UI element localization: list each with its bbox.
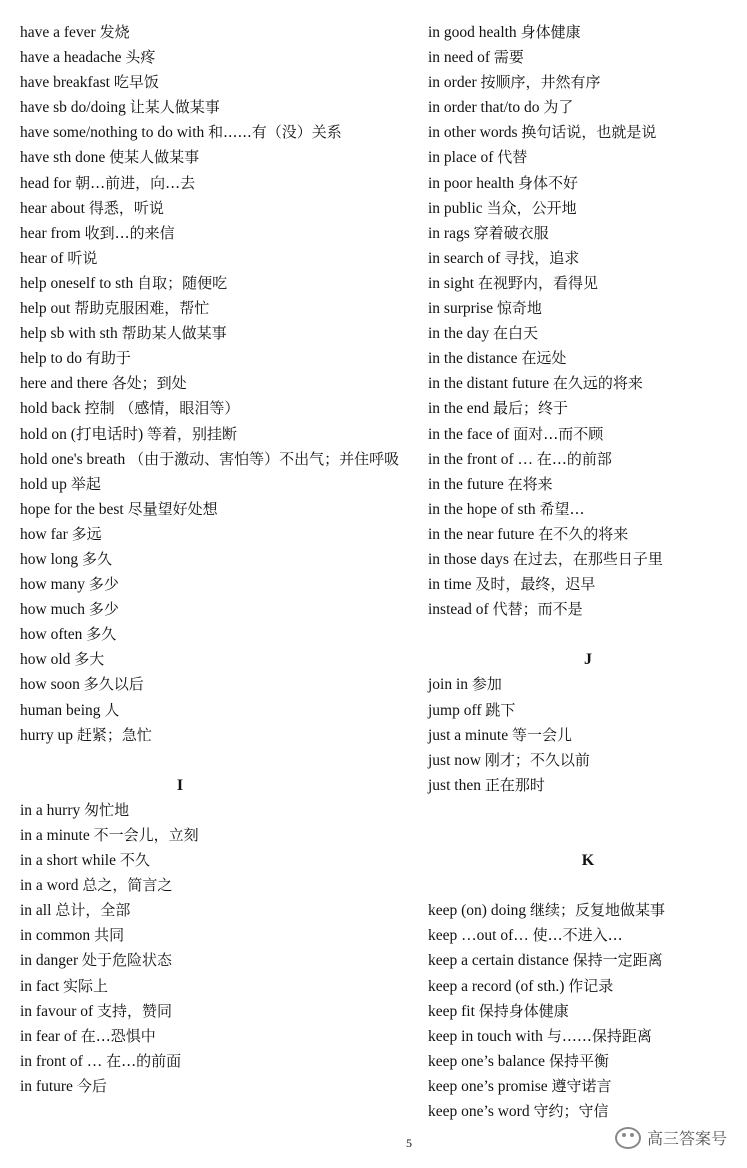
- phrase-chinese: 遵守诺言: [551, 1076, 612, 1095]
- phrase-english: in fear of: [20, 1027, 77, 1045]
- phrase-english: have sb do/doing: [20, 99, 126, 117]
- phrase-entry: [20, 572, 340, 597]
- phrase-list-i: [20, 798, 340, 1099]
- phrase-chinese: 等一会儿: [511, 725, 572, 744]
- phrase-english: have a headache: [20, 49, 122, 67]
- phrase-chinese: 穿着破衣服: [473, 223, 549, 242]
- phrase-english: in other words: [428, 124, 518, 142]
- section-heading-j: J: [584, 651, 592, 669]
- phrase-list-j: [428, 672, 747, 797]
- phrase-english: hurry up: [20, 726, 73, 744]
- phrase-chinese: 吃早饭: [113, 73, 159, 92]
- phrase-english: in the end: [428, 400, 490, 418]
- phrase-entry: [428, 145, 747, 170]
- phrase-english: in rags: [428, 224, 470, 242]
- phrase-english: here and there: [20, 375, 108, 393]
- phrase-chinese: 多少: [88, 600, 119, 619]
- phrase-chinese: 代替；而不是: [492, 600, 583, 619]
- phrase-chinese: 尽量望好处想: [127, 499, 218, 518]
- phrase-chinese: 代替: [497, 148, 528, 167]
- phrase-chinese: 在…的前部: [536, 449, 612, 468]
- phrase-chinese: 在…恐惧中: [80, 1026, 156, 1045]
- phrase-english: help to do: [20, 350, 82, 368]
- phrase-entry: [428, 120, 747, 145]
- phrase-entry: [20, 622, 340, 647]
- phrase-english: in the distance: [428, 350, 518, 368]
- phrase-english: in the future: [428, 475, 504, 493]
- phrase-chinese: 使…不进入…: [532, 926, 623, 945]
- phrase-entry: [20, 1074, 340, 1099]
- phrase-entry: [20, 120, 340, 145]
- phrase-chinese: 换句话说，也就是说: [521, 123, 657, 142]
- phrase-entry: [20, 196, 340, 221]
- phrase-entry: [20, 848, 340, 873]
- phrase-english: in order: [428, 74, 477, 92]
- phrase-entry: [20, 898, 340, 923]
- section-heading-i: I: [176, 776, 184, 794]
- watermark: [615, 1126, 727, 1149]
- phrase-chinese: 多远: [71, 524, 102, 543]
- phrase-chinese: 收到…的来信: [84, 223, 175, 242]
- right-column: [428, 20, 747, 1124]
- phrase-chinese: 刚才；不久以前: [484, 750, 590, 769]
- phrase-chinese: 在将来: [507, 474, 553, 493]
- phrase-entry: [20, 20, 340, 45]
- phrase-entry: [428, 321, 747, 346]
- phrase-english: in front of …: [20, 1052, 103, 1070]
- phrase-entry: [428, 70, 747, 95]
- watermark-text: 高三答案号: [646, 1129, 727, 1148]
- phrase-entry: [428, 271, 747, 296]
- phrase-entry: [20, 396, 340, 421]
- phrase-entry: [428, 898, 747, 923]
- phrase-english: in a word: [20, 877, 79, 895]
- phrase-entry: [20, 597, 340, 622]
- phrase-entry: [20, 221, 340, 246]
- phrase-english: in search of: [428, 249, 501, 267]
- phrase-entry: [20, 974, 340, 999]
- phrase-english: how old: [20, 651, 71, 669]
- phrase-chinese: 听说: [67, 248, 98, 267]
- phrase-english: how long: [20, 550, 79, 568]
- phrase-english: just a minute: [428, 726, 509, 744]
- phrase-entry: [428, 723, 747, 748]
- phrase-entry: [20, 171, 340, 196]
- phrase-english: just now: [428, 751, 481, 769]
- phrase-english: how often: [20, 626, 83, 644]
- phrase-english: in the front of …: [428, 450, 534, 468]
- phrase-english: instead of: [428, 601, 489, 619]
- phrase-english: hope for the best: [20, 500, 124, 518]
- phrase-english: head for: [20, 174, 72, 192]
- phrase-entry: [20, 246, 340, 271]
- phrase-chinese: 支持，赞同: [97, 1001, 173, 1020]
- phrase-chinese: 为了: [543, 98, 574, 117]
- page-number: 5: [406, 1136, 412, 1150]
- phrase-entry: [20, 823, 340, 848]
- phrase-english: in the hope of sth: [428, 500, 536, 518]
- phrase-english: in future: [20, 1077, 73, 1095]
- phrase-entry: [20, 45, 340, 70]
- phrase-english: in public: [428, 199, 483, 217]
- phrase-chinese: 跳下: [485, 700, 516, 719]
- phrase-chinese: 总计，全部: [55, 901, 131, 920]
- phrase-entry: [428, 221, 747, 246]
- phrase-english: in sight: [428, 274, 475, 292]
- phrase-english: in fact: [20, 977, 60, 995]
- phrase-english: in surprise: [428, 300, 494, 318]
- phrase-chinese: （由于激动、害怕等）不出气；并住呼吸: [129, 449, 400, 468]
- phrase-english: in a minute: [20, 827, 90, 844]
- phrase-english: keep (on) doing: [428, 902, 527, 920]
- phrase-english: in common: [20, 927, 91, 945]
- phrase-entry: [20, 321, 340, 346]
- phrase-chinese: 匆忙地: [84, 800, 130, 819]
- phrase-english: in a short while: [20, 852, 116, 870]
- phrase-entry: [428, 45, 747, 70]
- phrase-entry: [428, 246, 747, 271]
- phrase-chinese: 和......有（没）关系: [208, 123, 342, 142]
- phrase-english: keep …out of…: [428, 927, 529, 945]
- phrase-chinese: 希望…: [539, 499, 585, 518]
- phrase-entry: [20, 672, 340, 697]
- phrase-english: in the distant future: [428, 375, 549, 393]
- phrase-entry: [20, 1024, 340, 1049]
- phrase-entry: [428, 572, 747, 597]
- phrase-entry: [428, 1049, 747, 1074]
- phrase-english: hold on (打电话时): [20, 425, 144, 443]
- phrase-chinese: 当众，公开地: [486, 198, 577, 217]
- phrase-english: in need of: [428, 49, 490, 67]
- phrase-chinese: 朝…前进，向…去: [75, 173, 196, 192]
- phrase-chinese: 帮助克服困难，帮忙: [74, 299, 210, 318]
- phrase-english: help oneself to sth: [20, 274, 134, 292]
- phrase-english: have breakfast: [20, 74, 110, 92]
- phrase-chinese: 共同: [94, 926, 125, 945]
- phrase-chinese: 寻找，追求: [504, 248, 580, 267]
- phrase-entry: [428, 20, 747, 45]
- phrase-chinese: 今后: [76, 1076, 107, 1095]
- phrase-entry: [428, 698, 747, 723]
- phrase-chinese: 有助于: [85, 349, 131, 368]
- phrase-chinese: 作记录: [568, 976, 614, 995]
- phrase-entry: [428, 522, 747, 547]
- phrase-chinese: 在视野内，看得见: [477, 273, 598, 292]
- phrase-entry: [428, 974, 747, 999]
- phrase-entry: [20, 271, 340, 296]
- section-heading-k: K: [581, 852, 595, 870]
- phrase-entry: [428, 371, 747, 396]
- phrase-english: in time: [428, 576, 472, 594]
- phrase-english: have some/nothing to do with: [20, 124, 205, 142]
- phrase-entry: [20, 346, 340, 371]
- phrase-entry: [428, 346, 747, 371]
- phrase-entry: [20, 145, 340, 170]
- phrase-entry: [20, 547, 340, 572]
- phrase-chinese: 实际上: [63, 976, 109, 995]
- phrase-chinese: 多久: [86, 625, 117, 644]
- phrase-entry: [428, 672, 747, 697]
- phrase-entry: [20, 948, 340, 973]
- phrase-chinese: 在远处: [521, 349, 567, 368]
- phrase-chinese: 控制 （感情，眼泪等）: [84, 399, 240, 418]
- phrase-chinese: 举起: [70, 474, 101, 493]
- phrase-chinese: 继续；反复地做某事: [530, 901, 666, 920]
- phrase-entry: [20, 647, 340, 672]
- phrase-chinese: 等着，别挂断: [147, 424, 238, 443]
- phrase-english: how many: [20, 576, 86, 594]
- phrase-english: hold back: [20, 400, 81, 418]
- phrase-entry: [20, 923, 340, 948]
- phrase-chinese: 发烧: [99, 23, 130, 41]
- phrase-list-h: [20, 20, 400, 748]
- phrase-chinese: 守约；守信: [533, 1102, 609, 1121]
- phrase-english: in a hurry: [20, 801, 81, 819]
- phrase-english: human being: [20, 701, 101, 719]
- phrase-english: have sth done: [20, 149, 106, 167]
- phrase-chinese: 在过去，在那些日子里: [512, 549, 663, 568]
- phrase-chinese: 在白天: [493, 324, 539, 343]
- phrase-english: in good health: [428, 24, 517, 41]
- phrase-entry: [20, 999, 340, 1024]
- phrase-english: in danger: [20, 952, 79, 970]
- phrase-english: help out: [20, 300, 71, 318]
- phrase-chinese: 保持身体健康: [478, 1001, 569, 1020]
- phrase-entry: [428, 296, 747, 321]
- phrase-english: in order that/to do: [428, 99, 540, 117]
- phrase-entry: [428, 95, 747, 120]
- phrase-english: in the face of: [428, 425, 510, 443]
- phrase-chinese: 参加: [471, 675, 502, 694]
- phrase-chinese: 处于危险状态: [81, 951, 172, 970]
- phrase-english: keep a record (of sth.): [428, 977, 565, 995]
- phrase-chinese: 需要: [493, 48, 524, 67]
- phrase-english: how soon: [20, 676, 80, 694]
- phrase-chinese: 让某人做某事: [129, 98, 220, 117]
- phrase-entry: [428, 1074, 747, 1099]
- phrase-english: keep in touch with: [428, 1027, 543, 1045]
- phrase-english: just then: [428, 776, 481, 794]
- wechat-icon: [615, 1127, 641, 1149]
- phrase-entry: [20, 798, 340, 823]
- phrase-entry: [20, 873, 340, 898]
- phrase-chinese: 在…的前面: [106, 1051, 182, 1070]
- phrase-english: how much: [20, 601, 86, 619]
- phrase-entry: [20, 497, 340, 522]
- phrase-chinese: 赶紧；急忙: [76, 725, 152, 744]
- phrase-list-in: [428, 20, 747, 622]
- phrase-english: keep one’s balance: [428, 1052, 546, 1070]
- phrase-chinese: 不一会儿，立刻: [93, 826, 199, 844]
- phrase-english: keep one’s word: [428, 1103, 530, 1121]
- phrase-english: in the near future: [428, 525, 535, 543]
- phrase-english: jump off: [428, 701, 482, 719]
- phrase-english: keep one’s promise: [428, 1077, 548, 1095]
- phrase-english: keep fit: [428, 1002, 475, 1020]
- phrase-english: hold one's breath: [20, 450, 126, 468]
- phrase-entry: [20, 723, 340, 748]
- phrase-entry: [20, 422, 340, 447]
- phrase-entry: [428, 773, 747, 798]
- phrase-entry: [428, 597, 747, 622]
- phrase-english: have a fever: [20, 24, 96, 41]
- phrase-entry: [428, 196, 747, 221]
- phrase-entry: [428, 447, 747, 472]
- phrase-chinese: 及时，最终，迟早: [475, 575, 596, 594]
- phrase-chinese: 在久远的将来: [552, 374, 643, 393]
- phrase-entry: [428, 396, 747, 421]
- phrase-chinese: 在不久的将来: [538, 524, 629, 543]
- phrase-english: hear about: [20, 199, 85, 217]
- phrase-entry: [20, 522, 340, 547]
- phrase-english: how far: [20, 525, 68, 543]
- phrase-chinese: 保持平衡: [548, 1051, 609, 1070]
- phrase-chinese: 头疼: [125, 48, 156, 67]
- phrase-chinese: 自取；随便吃: [137, 273, 228, 292]
- phrase-chinese: 与……保持距离: [546, 1026, 652, 1045]
- phrase-chinese: 保持一定距离: [572, 951, 663, 970]
- phrase-chinese: 按顺序，井然有序: [480, 73, 601, 92]
- phrase-entry: [428, 748, 747, 773]
- phrase-entry: [20, 371, 340, 396]
- phrase-chinese: 不久: [119, 851, 150, 870]
- phrase-chinese: 各处；到处: [111, 374, 187, 393]
- phrase-entry: [20, 698, 340, 723]
- phrase-chinese: 得悉，听说: [88, 198, 164, 217]
- phrase-english: keep a certain distance: [428, 952, 569, 970]
- phrase-entry: [20, 296, 340, 321]
- phrase-entry: [20, 1049, 340, 1074]
- phrase-chinese: 总之，简言之: [82, 876, 173, 895]
- phrase-entry: [428, 948, 747, 973]
- phrase-english: hold up: [20, 475, 67, 493]
- phrase-english: in poor health: [428, 174, 515, 192]
- phrase-entry: [428, 999, 747, 1024]
- phrase-chinese: 多大: [74, 650, 105, 669]
- phrase-chinese: 使某人做某事: [109, 148, 200, 167]
- phrase-english: in the day: [428, 325, 490, 343]
- phrase-english: help sb with sth: [20, 325, 118, 343]
- phrase-entry: [20, 447, 400, 472]
- phrase-chinese: 惊奇地: [496, 299, 542, 318]
- phrase-entry: [428, 171, 747, 196]
- phrase-english: in all: [20, 902, 52, 920]
- phrase-entry: [428, 923, 747, 948]
- phrase-english: in favour of: [20, 1002, 94, 1020]
- phrase-chinese: 最后；终于: [493, 399, 569, 418]
- phrase-english: hear of: [20, 249, 64, 267]
- phrase-chinese: 多久: [82, 549, 113, 568]
- phrase-chinese: 正在那时: [484, 775, 545, 794]
- phrase-list-k: [428, 898, 747, 1124]
- phrase-chinese: 身体健康: [520, 23, 581, 41]
- phrase-entry: [20, 70, 340, 95]
- phrase-chinese: 多久以后: [83, 675, 144, 694]
- left-column: [20, 20, 400, 1099]
- phrase-entry: [428, 1024, 747, 1049]
- phrase-entry: [20, 95, 340, 120]
- phrase-entry: [428, 497, 747, 522]
- phrase-chinese: 面对…而不顾: [513, 424, 604, 443]
- phrase-chinese: 身体不好: [517, 173, 578, 192]
- phrase-english: join in: [428, 676, 469, 694]
- phrase-chinese: 帮助某人做某事: [121, 324, 227, 343]
- phrase-english: in those days: [428, 550, 509, 568]
- phrase-english: hear from: [20, 224, 81, 242]
- phrase-chinese: 多少: [88, 575, 119, 594]
- phrase-entry: [428, 472, 747, 497]
- phrase-entry: [428, 422, 747, 447]
- phrase-entry: [428, 1099, 747, 1124]
- phrase-english: in place of: [428, 149, 494, 167]
- phrase-entry: [20, 472, 340, 497]
- phrase-entry: [428, 547, 747, 572]
- phrase-chinese: 人: [104, 700, 120, 719]
